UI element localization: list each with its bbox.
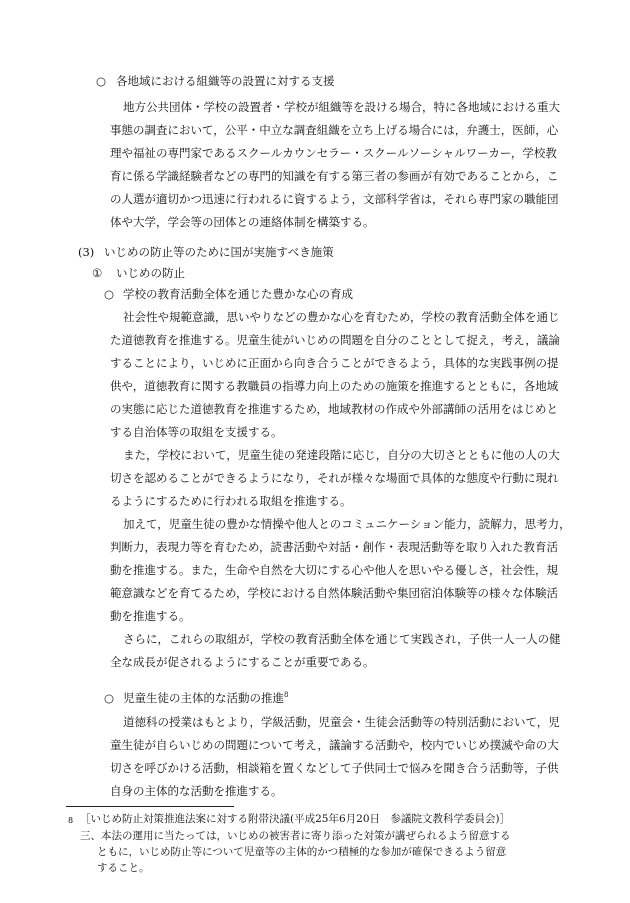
paragraph-line: さらに，これらの取組が，学校の教育活動全体を通じて実践され，子供一人一人の健 [123,632,561,646]
section-bullet: ○ [96,74,107,88]
paragraph-line: 判断力，表現力等を育むため，読書活動や対話・創作・表現活動等を取り入れた教育活 [110,540,559,554]
paragraph-line: 育に係る学識経験者などの専門的知識を有する第三者の参画が有効であることから，こ [110,169,559,183]
paragraph-line: 全な成長が促されるようにすることが重要である。 [110,655,375,669]
section-heading [123,691,288,705]
paragraph-line: 社会性や規範意識，思いやりなどの豊かな心を育むため，学校の教育活動全体を通じ [123,310,560,324]
paragraph-line: の人選が適切かつ迅速に行われるに資するよう，文部科学省は，それら専門家の職能団 [110,192,559,206]
section-bullet: ○ [104,287,115,301]
paragraph-line: た道徳教育を推進する。児童生徒がいじめの問題を自分のこととして捉え，考え，議論 [110,333,560,347]
paragraph-line: また，学校において，児童生徒の発達段階に応じ，自分の大切さとともに他の人の大 [123,448,560,462]
paragraph-line: 範意識などを育てるため，学校における自然体験活動や集団宿泊体験等の様々な体験活 [110,586,559,600]
paragraph-line: 理や福祉の専門家であるスクールカウンセラー・スクールソーシャルワーカー，学校教 [110,146,557,160]
paragraph-line: 加えて，児童生徒の豊かな情操や他人とのコミュニケーション能力，読解力，思考力， [123,517,571,531]
footnote-number: 8 [68,816,74,825]
footnote-line: 三、本法の運用に当たっては，いじめの被害者に寄り添った対策が講ぜられるよう留意する [80,830,511,842]
paragraph-line: 動を推進する。また，生命や自然を大切にする心や他人を思いやる優しさ，社会性，規 [110,563,559,577]
footnote-divider [66,806,234,807]
paragraph-line: 供や，道徳教育に関する教職員の指導力向上のための施策を推進するとともに，各地域 [110,379,559,393]
paragraph-line: 地方公共団体・学校の設置者・学校が組織等を設ける場合，特に各地域における重大 [123,100,560,114]
paragraph-line: する自治体等の取組を支援する。 [110,425,283,439]
paragraph-line: るようにするために行われる取組を推進する。 [110,494,352,508]
section-heading: いじめの防止等のために国が実施すべき施策 [104,245,334,259]
paragraph-line: 切さを認めることができるようになり，それが様々な場面で具体的な態度や行動に現れ [110,471,559,485]
footnote-ref: 8 [284,691,289,700]
paragraph-line: 体や大学，学会等の団体との連絡体制を構築する。 [110,215,375,229]
paragraph-line: 切さを呼びかける活動，相談箱を置くなどして子供同士で悩みを聞き合う活動等，子供 [110,761,559,775]
section-heading: 学校の教育活動全体を通じた豊かな心の育成 [123,287,353,301]
paragraph-line: の実態に応じた道徳教育を推進するため，地域教材の作成や外部講師の活用をはじめと [110,402,559,416]
paragraph-line: 動を推進する。 [110,609,191,623]
paragraph-line: 自身の主体的な活動を推進する。 [110,784,283,798]
paragraph-line: することにより，いじめに正面から向き合うことができるよう，具体的な実践事例の提 [110,356,559,370]
footnote-line: すること。 [97,862,150,874]
section-heading-text: 児童生徒の主体的な活動の推進 [123,691,284,705]
subsection-heading: いじめの防止 [116,266,185,280]
section-bullet: ○ [104,691,115,705]
paragraph-line: 事態の調査において，公平・中立な調査組織を立ち上げる場合には，弁護士，医師，心 [110,123,559,137]
paragraph-line: 道徳科の授業はもとより，学級活動，児童会・生徒会活動等の特別活動において，児 [123,715,560,729]
paragraph-line: 童生徒が自らいじめの問題について考え，議論する活動や，校内でいじめ撲滅や命の大 [110,738,559,752]
footnote-line: ［いじめ防止対策推進法案に対する附帯決議(平成25年6月20日 参議院文教科学委員会)］ [80,813,511,825]
footnote-line: ともに，いじめ防止等について児童等の主体的かつ積極的な参加が確保できるよう留意 [97,846,507,858]
subsection-number: ① [92,266,103,280]
section-heading: 各地域における組織等の設置に対する支援 [116,74,335,88]
section-number: (3) [78,245,95,259]
